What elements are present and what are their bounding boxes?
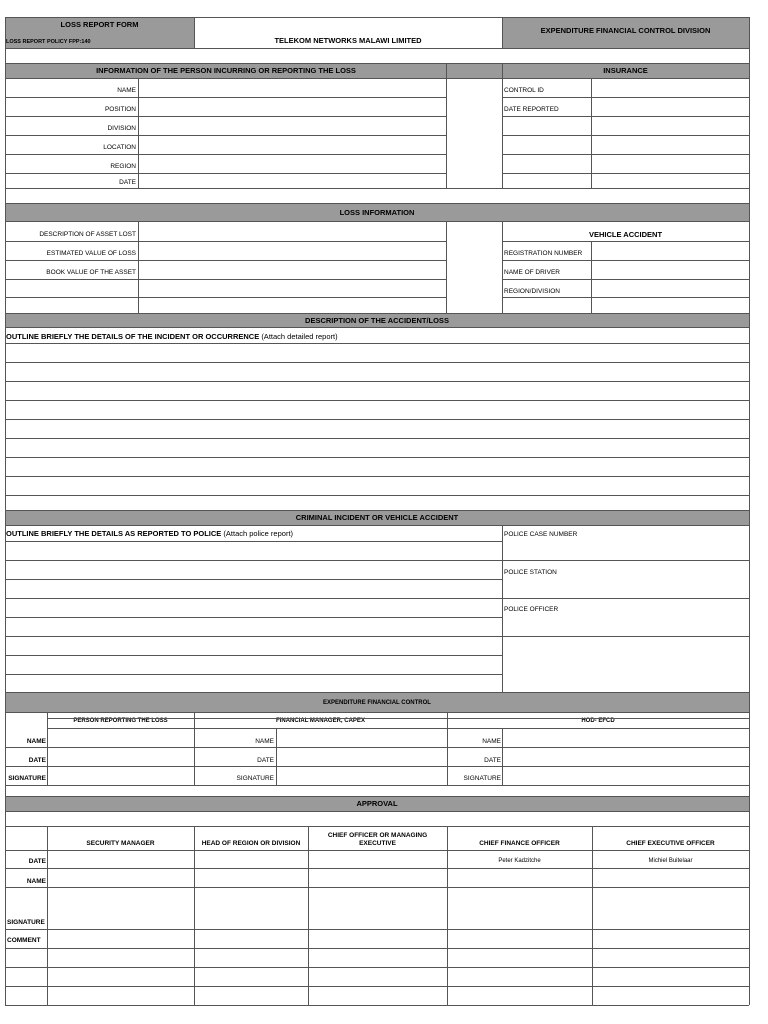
field-label-date-reported: DATE REPORTED: [504, 106, 559, 113]
efc-fm-date-input[interactable]: [277, 749, 446, 766]
field-label-region-division: REGION/DIVISION: [504, 288, 560, 295]
grid-line: [5, 260, 446, 261]
field-label-date: DATE: [119, 179, 136, 186]
grid-line: [5, 712, 749, 713]
field-label-name: NAME: [117, 87, 136, 94]
grid-line: [5, 313, 749, 314]
approval-col-ceo: CHIEF EXECUTIVE OFFICER: [626, 840, 715, 847]
approval-row-signature: SIGNATURE: [7, 919, 45, 926]
security-manager-date-input[interactable]: [48, 851, 193, 868]
security-manager-signature-input[interactable]: [48, 889, 193, 929]
grid-line: [5, 173, 446, 174]
head-of-region-signature-input[interactable]: [195, 889, 307, 929]
efc-fm-name-input[interactable]: [277, 730, 446, 747]
field-label-position: POSITION: [104, 106, 136, 113]
grid-line: [5, 343, 749, 344]
grid-line: [47, 728, 749, 729]
grid-line: [194, 826, 195, 1005]
grid-line: [447, 826, 448, 1005]
grid-line: [5, 560, 502, 561]
grid-line: [502, 63, 503, 188]
grid-line: [5, 579, 502, 580]
grid-line: [502, 241, 749, 242]
grid-line: [5, 362, 749, 363]
grid-line: [502, 279, 749, 280]
grid-line: [502, 560, 749, 561]
grid-line: [5, 967, 749, 968]
field-label-division: DIVISION: [107, 125, 136, 132]
name-input[interactable]: [139, 79, 446, 96]
security-manager-name-input[interactable]: [48, 870, 193, 887]
person-section-title: INFORMATION OF THE PERSON INCURRING OR REPORTING THE LOSS: [96, 66, 356, 75]
grid-line: [5, 525, 749, 526]
grid-line: [5, 826, 749, 827]
grid-line: [5, 598, 502, 599]
field-label-control-id: CONTROL ID: [504, 87, 544, 94]
efc-hod-date-input[interactable]: [503, 749, 748, 766]
accident-outline-note: (Attach detailed report): [261, 332, 338, 341]
grid-line: [5, 747, 749, 748]
grid-line: [502, 173, 749, 174]
grid-line: [138, 78, 139, 188]
grid-line: [5, 868, 749, 869]
grid-line: [5, 17, 749, 18]
police-outline-note: (Attach police report): [223, 529, 294, 538]
efc-row-signature: SIGNATURE: [8, 775, 46, 782]
grid-line: [5, 419, 749, 420]
grid-line: [5, 495, 749, 496]
police-case-number-input[interactable]: [503, 542, 748, 559]
grid-line: [502, 636, 749, 637]
grid-line: [276, 728, 277, 785]
date-reported-input[interactable]: [592, 98, 748, 115]
grid-line: [5, 796, 749, 797]
position-input[interactable]: [139, 98, 446, 115]
efc-fm-name-label: NAME: [255, 738, 274, 745]
grid-line: [502, 154, 749, 155]
grid-line: [5, 655, 502, 656]
grid-line: [194, 712, 195, 785]
location-input[interactable]: [139, 136, 446, 153]
grid-line: [5, 692, 749, 693]
field-label-estimated-value: ESTIMATED VALUE OF LOSS: [46, 250, 136, 257]
grid-line: [5, 241, 446, 242]
criminal-title: CRIMINAL INCIDENT OR VEHICLE ACCIDENT: [295, 513, 459, 522]
grid-line: [591, 78, 592, 188]
approval-title: APPROVAL: [356, 799, 398, 808]
accident-title: DESCRIPTION OF THE ACCIDENT/LOSS: [305, 316, 449, 325]
grid-line: [502, 17, 503, 48]
grid-line: [5, 986, 749, 987]
division-name: EXPENDITURE FINANCIAL CONTROL DIVISION: [540, 26, 711, 35]
approval-row-name: NAME: [26, 878, 46, 885]
field-label-registration: REGISTRATION NUMBER: [504, 250, 583, 257]
grid-line: [5, 476, 749, 477]
estimated-value-input[interactable]: [139, 242, 446, 259]
grid-line: [194, 17, 195, 48]
grid-line: [749, 17, 750, 1005]
grid-line: [5, 203, 749, 204]
approval-col-cfo: CHIEF FINANCE OFFICER: [479, 840, 560, 847]
efc-fm-signature-input[interactable]: [277, 768, 446, 785]
approval-row-comment: COMMENT: [7, 937, 41, 944]
grid-line: [5, 135, 446, 136]
efc-title: EXPENDITURE FINANCIAL CONTROL: [323, 700, 431, 706]
grid-line: [47, 712, 48, 785]
cfo-signature-input[interactable]: [448, 889, 591, 929]
grid-line: [446, 221, 447, 313]
grid-line: [502, 116, 749, 117]
grid-line: [502, 598, 749, 599]
grid-line: [5, 457, 749, 458]
grid-line: [591, 241, 592, 313]
grid-line: [502, 525, 503, 692]
efc-fm-date-label: DATE: [257, 757, 274, 764]
grid-line: [5, 811, 749, 812]
grid-line: [5, 929, 749, 930]
grid-line: [5, 541, 502, 542]
grid-line: [447, 712, 448, 785]
approval-col-chief-officer-line1: CHIEF OFFICER OR MANAGING: [327, 832, 428, 839]
asset-description-input[interactable]: [139, 223, 446, 240]
chief-officer-date-input[interactable]: [309, 851, 446, 868]
field-label-book-value: BOOK VALUE OF THE ASSET: [46, 269, 136, 276]
police-details-textarea[interactable]: [6, 540, 501, 690]
efc-col-person-reporting: PERSON REPORTING THE LOSS: [73, 718, 168, 724]
police-outline-bold: OUTLINE BRIEFLY THE DETAILS AS REPORTED TO POLICE: [6, 529, 222, 538]
police-officer-input[interactable]: [503, 617, 748, 634]
efc-hod-name-label: NAME: [482, 738, 501, 745]
book-value-input[interactable]: [139, 261, 446, 278]
grid-line: [5, 188, 749, 189]
field-label-asset-description: DESCRIPTION OF ASSET LOST: [39, 231, 136, 238]
efc-hod-signature-input[interactable]: [503, 768, 748, 785]
grid-line: [446, 63, 447, 188]
grid-line: [47, 718, 749, 719]
grid-line: [47, 826, 48, 1005]
grid-line: [5, 887, 749, 888]
grid-line: [502, 728, 503, 785]
grid-line: [5, 674, 502, 675]
grid-line: [138, 221, 139, 313]
chief-officer-name-input[interactable]: [309, 870, 446, 887]
efc-person-date-input[interactable]: [48, 749, 193, 766]
accident-outline-bold: OUTLINE BRIEFLY THE DETAILS OF THE INCIDENT OR OCCURRENCE: [6, 332, 260, 341]
region-input[interactable]: [139, 155, 446, 172]
form-title: LOSS REPORT FORM: [60, 20, 139, 29]
vehicle-accident-title: VEHICLE ACCIDENT: [588, 230, 663, 239]
grid-line: [5, 850, 749, 851]
efc-hod-signature-label: SIGNATURE: [463, 775, 501, 782]
grid-line: [5, 617, 502, 618]
field-label-driver: NAME OF DRIVER: [504, 269, 560, 276]
control-id-input[interactable]: [592, 79, 748, 96]
field-label-police-case-number: POLICE CASE NUMBER: [504, 531, 578, 538]
grid-line: [5, 510, 749, 511]
grid-line: [5, 221, 749, 222]
efc-fm-signature-label: SIGNATURE: [236, 775, 274, 782]
approval-row-date: DATE: [28, 858, 46, 865]
grid-line: [5, 17, 6, 1005]
policy-reference: LOSS REPORT POLICY FPP:140: [6, 39, 91, 45]
grid-line: [5, 636, 502, 637]
approval-col-head-of-region: HEAD OF REGION OR DIVISION: [201, 840, 301, 847]
efc-person-signature-input[interactable]: [48, 768, 193, 785]
approval-col-security-manager: SECURITY MANAGER: [86, 840, 155, 847]
grid-line: [5, 279, 446, 280]
efc-hod-date-label: DATE: [484, 757, 501, 764]
grid-line: [5, 948, 749, 949]
grid-line: [5, 1005, 749, 1006]
grid-line: [502, 135, 749, 136]
ceo-signature-input[interactable]: [593, 889, 748, 929]
grid-line: [5, 48, 749, 49]
approval-col-chief-officer-line2: EXECUTIVE: [359, 840, 396, 847]
field-label-police-station: POLICE STATION: [504, 569, 557, 576]
efc-row-name: NAME: [26, 738, 46, 745]
efc-row-date: DATE: [28, 757, 46, 764]
loss-info-title: LOSS INFORMATION: [339, 208, 415, 217]
field-label-police-officer: POLICE OFFICER: [504, 606, 559, 613]
grid-line: [5, 78, 749, 79]
division-input[interactable]: [139, 117, 446, 134]
efc-person-name-input[interactable]: [48, 730, 193, 747]
field-label-region: REGION: [110, 163, 136, 170]
grid-line: [5, 63, 749, 64]
region-division-input[interactable]: [592, 280, 748, 297]
grid-line: [5, 400, 749, 401]
grid-line: [502, 221, 503, 313]
grid-line: [5, 438, 749, 439]
grid-line: [5, 785, 749, 786]
grid-line: [502, 260, 749, 261]
grid-line: [308, 826, 309, 1005]
grid-line: [502, 97, 749, 98]
grid-line: [5, 297, 446, 298]
efc-col-financial-manager: FINANCIAL MANAGER, CAPEX: [276, 718, 365, 724]
head-of-region-name-input[interactable]: [195, 870, 307, 887]
field-label-location: LOCATION: [103, 144, 136, 151]
grid-line: [5, 381, 749, 382]
grid-line: [5, 154, 446, 155]
grid-line: [592, 826, 593, 1005]
police-station-input[interactable]: [503, 580, 748, 597]
insurance-title: INSURANCE: [603, 66, 648, 75]
cfo-name: Peter Kadzitche: [498, 858, 541, 864]
chief-officer-signature-input[interactable]: [309, 889, 446, 929]
grid-line: [5, 766, 749, 767]
grid-line: [502, 297, 749, 298]
driver-input[interactable]: [592, 261, 748, 278]
head-of-region-date-input[interactable]: [195, 851, 307, 868]
ceo-name: Michiel Buitelaar: [648, 858, 693, 864]
grid-line: [5, 116, 446, 117]
date-input[interactable]: [139, 173, 446, 187]
efc-hod-name-input[interactable]: [503, 730, 748, 747]
company-name: TELEKOM NETWORKS MALAWI LIMITED: [274, 36, 422, 45]
accident-outline-label: [6, 332, 338, 341]
police-outline-label: [6, 529, 293, 538]
grid-line: [5, 327, 749, 328]
registration-input[interactable]: [592, 242, 748, 259]
efc-col-hod: HOD- EFCD: [581, 718, 615, 724]
grid-line: [5, 97, 446, 98]
